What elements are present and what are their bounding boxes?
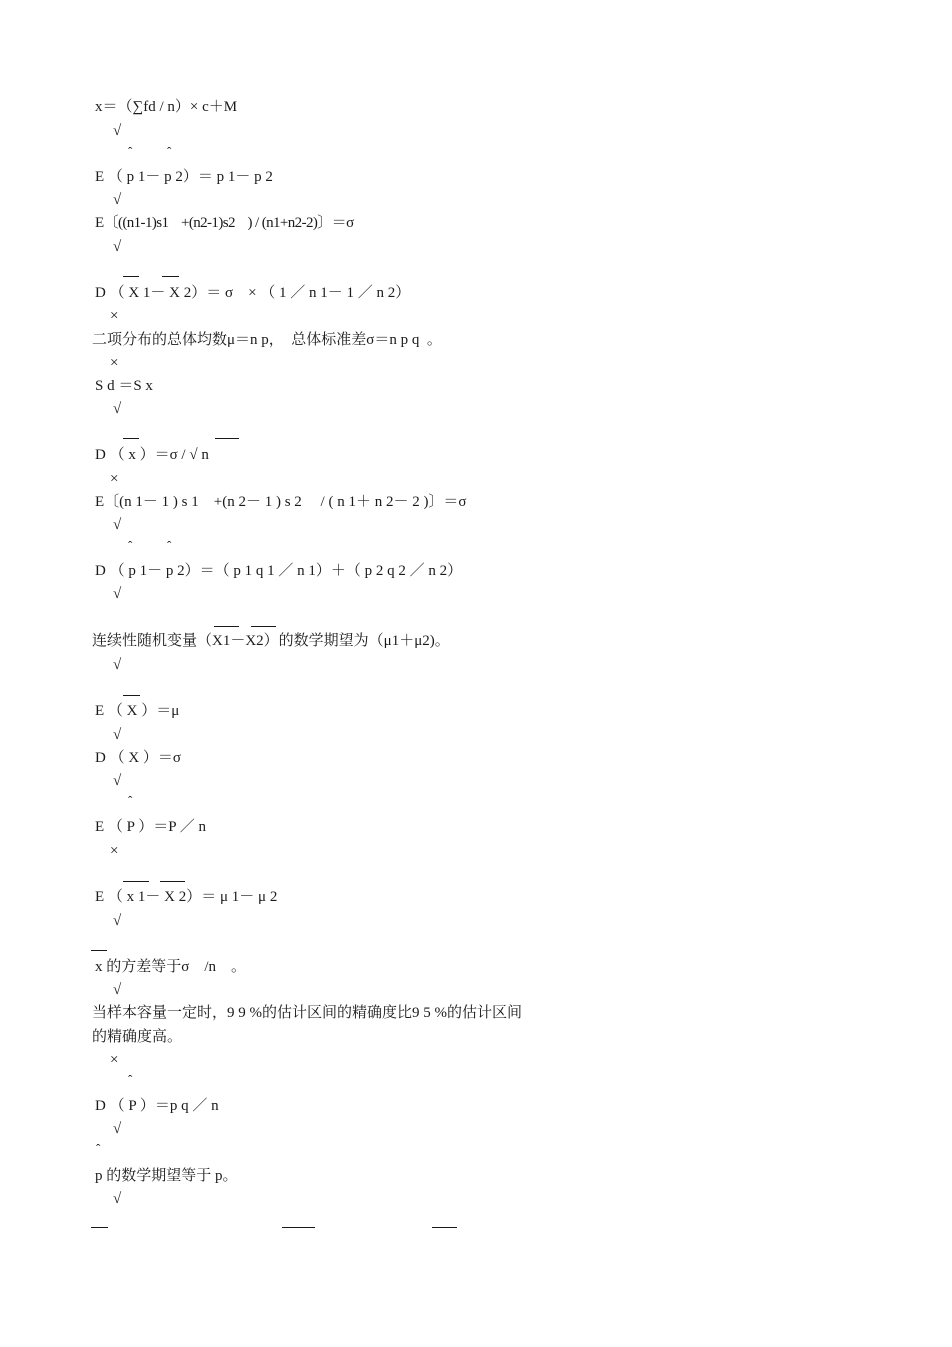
statement-text: E〔((n1-1)s1 +(n2-1)s2 ) / (n1+n2-2)〕＝σ [95, 215, 354, 231]
overline-bar [123, 881, 149, 882]
overline-bar [214, 626, 239, 627]
hat-mark: ˆ [128, 538, 133, 553]
statement-text: x＝（∑fd / n）× c＋M [95, 99, 238, 115]
statement-text: E〔(n 1－ 1 ) s 1 +(n 2－ 1 ) s 2 / ( n 1＋ n 2－ 2 )〕＝σ [95, 494, 467, 510]
answer-mark: √ [113, 773, 122, 789]
hat-mark: ˆ [128, 793, 133, 808]
statement-text-line-2: 的精确度高。 [92, 1029, 183, 1045]
answer-mark: × [110, 471, 119, 487]
statement-text: E （ X ）＝μ [95, 703, 180, 719]
statement-text: x 的方差等于σ /n 。 [95, 959, 247, 975]
statement-text: 二项分布的总体均数μ＝n p， 总体标准差σ＝n p q 。 [92, 332, 442, 348]
overline-bar [123, 276, 139, 277]
answer-mark: √ [113, 727, 122, 743]
statement-text: D （ p 1－ p 2）＝（ p 1 q 1 ／ n 1）＋（ p 2 q 2 ／ n 2） [95, 563, 463, 579]
answer-mark: √ [113, 982, 122, 998]
answer-mark: √ [113, 239, 122, 255]
statement-text: 连续性随机变量（X1－X2）的数学期望为（μ1＋μ2)。 [92, 633, 450, 649]
answer-mark: × [110, 843, 119, 859]
statement-text: D （ X 1－ X 2）＝ σ × （ 1 ／ n 1－ 1 ／ n 2） [95, 285, 411, 301]
answer-mark: √ [113, 657, 122, 673]
answer-mark: × [110, 355, 119, 371]
hat-mark: ˆ [167, 538, 172, 553]
hat-mark: ˆ [128, 144, 133, 159]
statement-text: D （ X ）＝σ [95, 750, 182, 766]
answer-mark: √ [113, 913, 122, 929]
overline-bar [123, 695, 140, 696]
answer-mark: √ [113, 586, 122, 602]
hat-mark: ˆ [128, 1072, 133, 1087]
statement-text: E （ x 1－ X 2）＝ μ 1－ μ 2 [95, 889, 278, 905]
answer-mark: √ [113, 1191, 122, 1207]
overline-bar [91, 950, 107, 951]
answer-mark: × [110, 1052, 119, 1068]
statement-text: S d ＝S x [95, 378, 153, 394]
overline-bar [162, 276, 179, 277]
statement-text: p 的数学期望等于 p。 [95, 1168, 238, 1184]
overline-bar [160, 881, 185, 882]
statement-text: E （ p 1－ p 2）＝ p 1－ p 2 [95, 169, 273, 185]
overline-bar [432, 1227, 457, 1228]
overline-bar [251, 626, 276, 627]
answer-mark: √ [113, 1121, 122, 1137]
overline-bar [91, 1227, 108, 1228]
statement-text: D （ P ）＝p q ／ n [95, 1098, 219, 1114]
overline-bar [123, 438, 139, 439]
answer-mark: √ [113, 401, 122, 417]
overline-bar [282, 1227, 315, 1228]
answer-mark: √ [113, 517, 122, 533]
hat-mark: ˆ [167, 144, 172, 159]
answer-mark: × [110, 308, 119, 324]
answer-mark: √ [113, 123, 122, 139]
statement-text: E （ P ）＝P ／ n [95, 819, 206, 835]
statement-text: D （ x ）＝σ / √ n [95, 447, 209, 463]
answer-mark: √ [113, 192, 122, 208]
hat-mark: ˆ [96, 1141, 101, 1156]
overline-bar [215, 438, 239, 439]
statement-text-line-1: 当样本容量一定时，9 9 %的估计区间的精确度比9 5 %的估计区间 [92, 1005, 522, 1021]
